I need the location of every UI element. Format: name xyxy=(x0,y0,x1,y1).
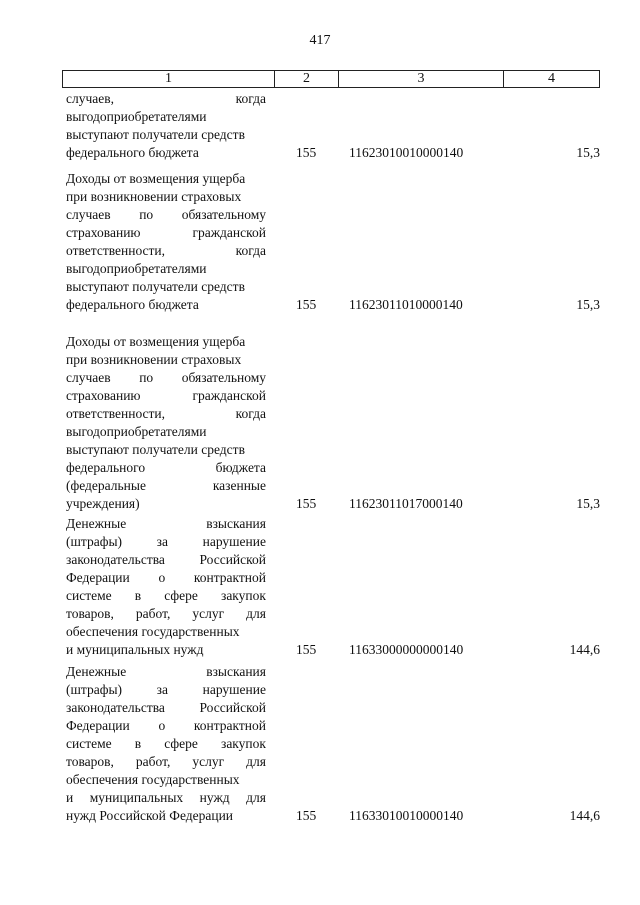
description-word: Федерации xyxy=(66,570,130,585)
description-word: федерального xyxy=(66,460,146,475)
amount-column-4: 144,6 xyxy=(569,808,600,823)
description-line xyxy=(66,188,266,206)
column-2-header: 2 xyxy=(275,71,339,87)
description-word: выгодоприобретателями xyxy=(66,261,207,276)
description-line xyxy=(66,333,266,351)
description-word: Доходы от возмещения ущерба xyxy=(66,171,246,186)
description-word: муниципальных xyxy=(89,790,184,805)
code-column-3: 11633000000000140 xyxy=(349,642,464,657)
code-column-3: 11633010010000140 xyxy=(349,808,464,823)
description-line xyxy=(66,699,266,717)
description-word: за xyxy=(156,682,168,697)
description-word: контрактной xyxy=(193,718,266,733)
description-word: когда xyxy=(235,406,266,421)
description-word: нарушение xyxy=(202,682,266,697)
description-line xyxy=(66,771,266,789)
description-word: законодательства xyxy=(66,700,165,715)
description-word: системе xyxy=(66,588,112,603)
description-word: при возникновении страховых xyxy=(66,352,242,367)
code-column-2: 155 xyxy=(296,496,317,511)
description-line xyxy=(66,735,266,753)
description-word: взыскания xyxy=(206,516,266,531)
description-word: выгодоприобретателями xyxy=(66,424,207,439)
amount-column-4: 144,6 xyxy=(569,642,600,657)
description-line xyxy=(66,369,266,387)
description-line xyxy=(66,224,266,242)
description-line xyxy=(66,278,266,296)
description-word: выступают получатели средств xyxy=(66,279,245,294)
amount-column-4: 15,3 xyxy=(576,496,600,511)
description-word: для xyxy=(246,790,266,805)
description-word: законодательства xyxy=(66,552,165,567)
description-line xyxy=(66,753,266,771)
description-line xyxy=(66,515,266,533)
description-word: в xyxy=(134,736,142,751)
description-line xyxy=(66,108,266,126)
description-word: (федеральные xyxy=(66,478,146,493)
description-line xyxy=(66,423,266,441)
description-line xyxy=(66,641,266,659)
description-line xyxy=(66,533,266,551)
description-word: выступают получатели средств xyxy=(66,442,245,457)
description-word: в xyxy=(134,588,142,603)
description-word: Федерации xyxy=(66,718,130,733)
description-line xyxy=(66,144,266,162)
description-word: за xyxy=(156,534,168,549)
description-word: о xyxy=(158,570,166,585)
row-description xyxy=(66,515,266,659)
description-line xyxy=(66,387,266,405)
row-description xyxy=(66,333,266,513)
description-line xyxy=(66,170,266,188)
description-word: нужд Российской Федерации xyxy=(66,808,234,823)
description-word: и муниципальных нужд xyxy=(66,642,204,657)
amount-column-4: 15,3 xyxy=(576,145,600,160)
description-line xyxy=(66,605,266,623)
description-word: взыскания xyxy=(206,664,266,679)
description-line xyxy=(66,623,266,641)
description-word: сфере xyxy=(164,588,198,603)
description-word: при возникновении страховых xyxy=(66,189,242,204)
description-word: обязательному xyxy=(181,370,266,385)
code-column-2: 155 xyxy=(296,145,317,160)
description-word: товаров, xyxy=(66,754,114,769)
description-word: бюджета xyxy=(215,460,266,475)
description-line xyxy=(66,260,266,278)
description-word: страхованию xyxy=(66,225,141,240)
description-word: для xyxy=(246,754,266,769)
page-number: 417 xyxy=(309,33,331,48)
description-word: (штрафы) xyxy=(66,534,123,549)
description-word: федерального бюджета xyxy=(66,297,199,312)
description-word: услуг xyxy=(192,754,225,769)
amount-column-4: 15,3 xyxy=(576,297,600,312)
description-word: гражданской xyxy=(192,225,266,240)
row-description xyxy=(66,663,266,825)
code-column-2: 155 xyxy=(296,808,317,823)
description-line xyxy=(66,242,266,260)
description-word: закупок xyxy=(220,736,266,751)
description-word: Российской xyxy=(199,552,266,567)
description-word: случаев, xyxy=(66,91,115,106)
description-word: Доходы от возмещения ущерба xyxy=(66,334,246,349)
description-word: казенные xyxy=(212,478,266,493)
description-word: закупок xyxy=(220,588,266,603)
description-word: Денежные xyxy=(66,516,127,531)
code-column-3: 11623011017000140 xyxy=(349,496,463,511)
description-word: обеспечения государственных xyxy=(66,772,240,787)
description-line xyxy=(66,587,266,605)
description-line xyxy=(66,296,266,314)
description-word: услуг xyxy=(192,606,225,621)
description-word: когда xyxy=(235,243,266,258)
description-word: о xyxy=(158,718,166,733)
description-line xyxy=(66,807,266,825)
description-line xyxy=(66,441,266,459)
description-line xyxy=(66,90,266,108)
code-column-2: 155 xyxy=(296,297,317,312)
description-word: работ, xyxy=(135,754,171,769)
description-word: по xyxy=(139,207,154,222)
description-word: (штрафы) xyxy=(66,682,123,697)
description-word: нужд xyxy=(199,790,230,805)
description-word: Российской xyxy=(199,700,266,715)
description-word: товаров, xyxy=(66,606,114,621)
description-word: системе xyxy=(66,736,112,751)
description-word: работ, xyxy=(135,606,171,621)
description-word: для xyxy=(246,606,266,621)
column-4-header: 4 xyxy=(548,71,555,86)
description-word: федерального бюджета xyxy=(66,145,199,160)
code-column-3: 11623011010000140 xyxy=(349,297,463,312)
description-line xyxy=(66,206,266,224)
description-line xyxy=(66,663,266,681)
description-word: ответственности, xyxy=(66,243,166,258)
description-word: ответственности, xyxy=(66,406,166,421)
description-line xyxy=(66,495,266,513)
description-word: Денежные xyxy=(66,664,127,679)
description-line xyxy=(66,477,266,495)
description-word: случаев xyxy=(66,207,111,222)
description-word: нарушение xyxy=(202,534,266,549)
description-line xyxy=(66,405,266,423)
column-1-header: 1 xyxy=(63,71,275,87)
code-column-3: 11623010010000140 xyxy=(349,145,464,160)
description-word: учреждения) xyxy=(66,496,140,511)
code-column-2: 155 xyxy=(296,642,317,657)
description-word: случаев xyxy=(66,370,111,385)
column-number-header xyxy=(62,70,600,88)
description-word: контрактной xyxy=(193,570,266,585)
description-word: выступают получатели средств xyxy=(66,127,245,142)
description-line xyxy=(66,681,266,699)
description-word: выгодоприобретателями xyxy=(66,109,207,124)
description-line xyxy=(66,351,266,369)
description-line xyxy=(66,126,266,144)
description-word: по xyxy=(139,370,154,385)
description-word: и xyxy=(66,790,74,805)
row-description xyxy=(66,90,266,162)
description-word: когда xyxy=(235,91,266,106)
description-word: обязательному xyxy=(181,207,266,222)
description-line xyxy=(66,551,266,569)
column-3-header: 3 xyxy=(339,71,504,87)
description-line xyxy=(66,717,266,735)
description-word: обеспечения государственных xyxy=(66,624,240,639)
description-line xyxy=(66,569,266,587)
description-line xyxy=(66,459,266,477)
description-word: гражданской xyxy=(192,388,266,403)
row-description xyxy=(66,170,266,314)
description-line xyxy=(66,789,266,807)
description-word: страхованию xyxy=(66,388,141,403)
description-word: сфере xyxy=(164,736,198,751)
